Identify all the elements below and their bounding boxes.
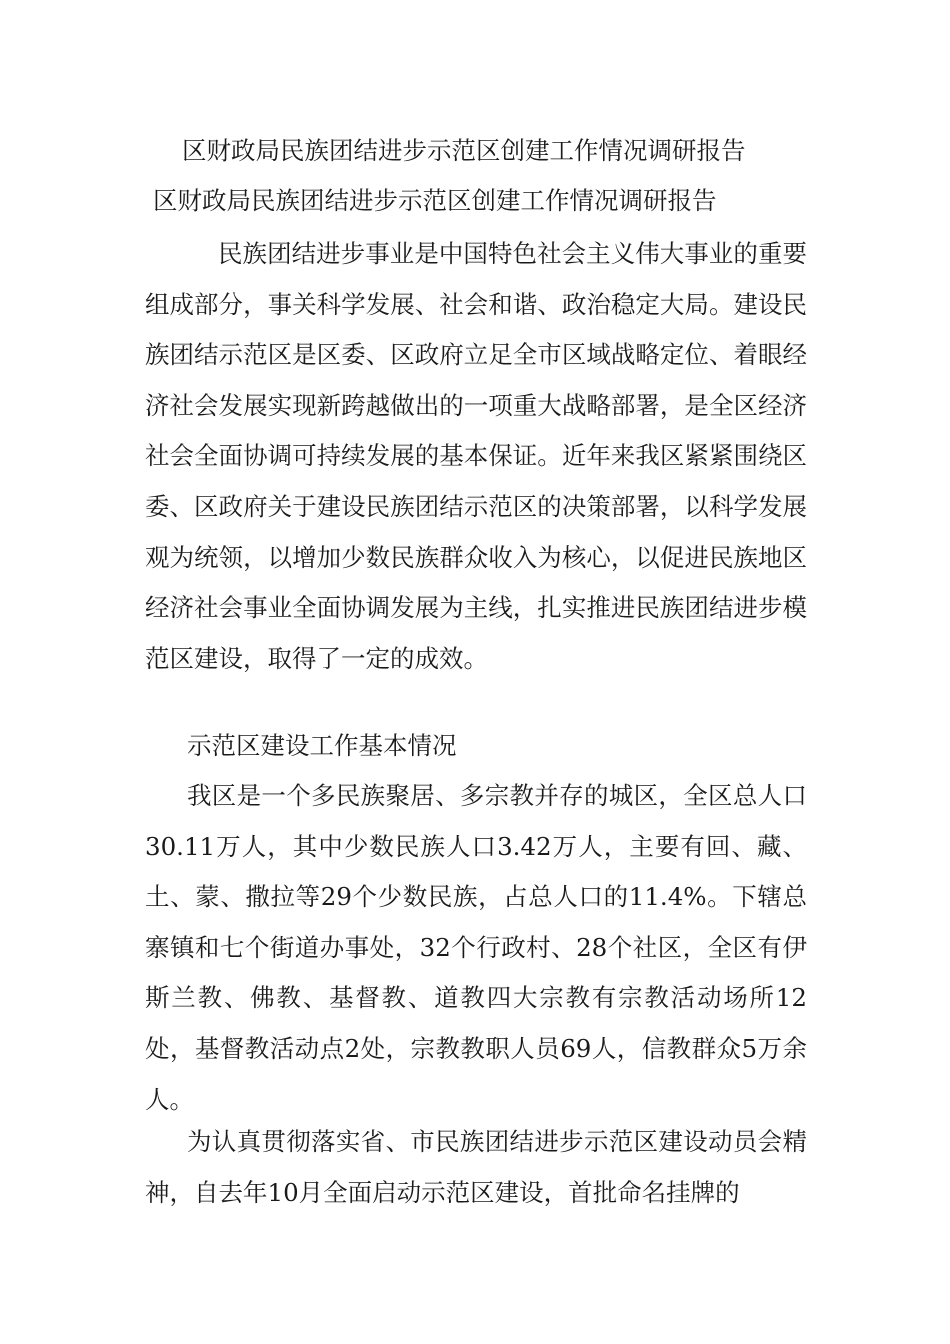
intro-paragraph: 民族团结进步事业是中国特色社会主义伟大事业的重要组成部分，事关科学发展、社会和谐、政治稳定大局。建设民族团结示范区是区委、区政府立足全市区域战略定位、着眼经济社会发展实现新跨越做出的一项重大战略部署，是全区经济社会全面协调可持续发展的基本保证。近年来我区紧紧围绕区委、区政府关于建设民族团结示范区的决策部署，以科学发展观为统领，以增加少数民族群众收入为核心，以促进民族地区经济社会事业全面协调发展为主线，扎实推进民族团结进步模范区建设，取得了一定的成效。: [145, 239, 807, 673]
overview-paragraph: 我区是一个多民族聚居、多宗教并存的城区，全区总人口30.11万人，其中少数民族人口3.42万人，主要有回、藏、土、蒙、撒拉等29个少数民族，占总人口的11.4%。下辖总寨镇和七个街道办事处，32个行政村、28个社区，全区有伊斯兰教、佛教、基督教、道教四大宗教有宗教活动场所12处，基督教活动点2处，宗教教职人员69人，信教群众5万余人。: [145, 781, 807, 1114]
document-title: 区财政局民族团结进步示范区创建工作情况调研报告: [182, 136, 746, 165]
section-heading: 示范区建设工作基本情况: [187, 731, 457, 760]
action-paragraph: 为认真贯彻落实省、市民族团结进步示范区建设动员会精神，自去年10月全面启动示范区建设，首批命名挂牌的: [145, 1127, 807, 1207]
document-title-repeat: 区财政局民族团结进步示范区创建工作情况调研报告: [153, 186, 717, 215]
